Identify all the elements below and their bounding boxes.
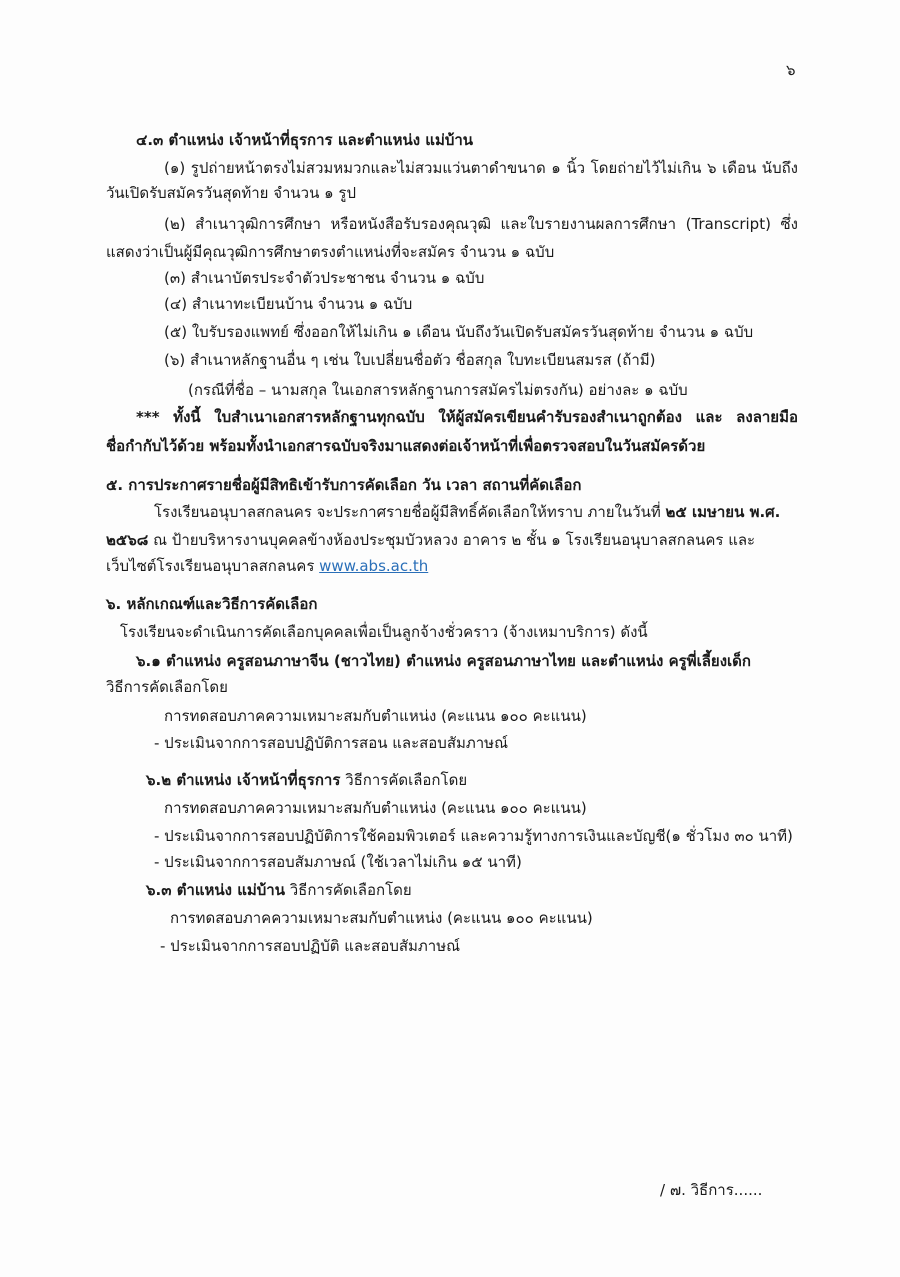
position-thai-teacher: ตำแหน่ง ครูสอนภาษาไทย: [400, 652, 582, 670]
position-childcare: และตำแหน่ง ครูพี่เลี้ยงเด็ก: [581, 652, 751, 670]
announcement-line-1: [154, 502, 780, 522]
doc-item-5: (๕) ใบรับรองแพทย์ ซึ่งออกให้ไม่เกิน ๑ เดือน นับถึงวันเปิดรับสมัครวันสุดท้าย จำนวน ๑ ฉบับ: [164, 323, 754, 341]
doc-item-6-note: (กรณีที่ชื่อ – นามสกุล ในเอกสารหลักฐานการสมัครไม่ตรงกัน) อย่างละ ๑ ฉบับ: [188, 381, 688, 399]
section-6-2-test: การทดสอบภาคความเหมาะสมกับตำแหน่ง (คะแนน ๑๐๐ คะแนน): [164, 799, 587, 817]
section-6-2-heading: [146, 770, 467, 790]
notice-line-2: ชื่อกำกับไว้ด้วย พร้อมทั้งนำเอกสารฉบับจริงมาแสดงต่อเจ้าหน้าที่เพื่อตรวจสอบในวันสมัครด้วย: [106, 437, 706, 455]
section-6-3-heading: [146, 880, 412, 900]
website-label: เว็บไซต์โรงเรียนอนุบาลสกลนคร: [106, 557, 320, 575]
announcement-date: ๒๕ เมษายน พ.ศ.: [665, 503, 781, 521]
position-housekeeper: ๖.๓ ตำแหน่ง แม่บ้าน: [146, 881, 285, 899]
section-6-2-eval-1: - ประเมินจากการสอบปฏิบัติการใช้คอมพิวเตอร์ และความรู้ทางการเงินและบัญชี(๑ ชั่วโมง ๓๐ นาที): [154, 827, 793, 845]
section-6-1-test: การทดสอบภาคความเหมาะสมกับตำแหน่ง (คะแนน ๑๐๐ คะแนน): [164, 707, 587, 725]
page-number: ๖: [786, 61, 796, 79]
notice-line-1: *** ทั้งนี้ ใบสำเนาเอกสารหลักฐานทุกฉบับ ให้ผู้สมัครเขียนคำรับรองสำเนาถูกต้อง และ ลงลายมือ: [136, 408, 798, 426]
section-6-3-eval: - ประเมินจากการสอบปฏิบัติ และสอบสัมภาษณ์: [160, 937, 461, 955]
doc-item-1-line-2: วันเปิดรับสมัครวันสุดท้าย จำนวน ๑ รูป: [106, 184, 356, 202]
announcement-text: โรงเรียนอนุบาลสกลนคร จะประกาศรายชื่อผู้มีสิทธิ์คัดเลือกให้ทราบ ภายในวันที่: [154, 503, 666, 521]
doc-item-3: (๓) สำเนาบัตรประจำตัวประชาชน จำนวน ๑ ฉบับ: [164, 269, 485, 287]
doc-item-2-line-1: (๒) สำเนาวุฒิการศึกษา หรือหนังสือรับรองคุณวุฒิ และใบรายงานผลการศึกษา (Transcript) ซึ่ง: [164, 215, 798, 233]
section-6-intro: โรงเรียนจะดำเนินการคัดเลือกบุคคลเพื่อเป็นลูกจ้างชั่วคราว (จ้างเหมาบริการ) ดังนี้: [120, 623, 648, 641]
section-6-3-test: การทดสอบภาคความเหมาะสมกับตำแหน่ง (คะแนน ๑๐๐ คะแนน): [170, 909, 593, 927]
announcement-location: ณ ป้ายบริหารงานบุคคลข้างห้องประชุมบัวหลวง อาคาร ๒ ชั้น ๑ โรงเรียนอนุบาลสกลนคร และ: [148, 531, 756, 549]
section-5-heading: ๕. การประกาศรายชื่อผู้มีสิทธิเข้ารับการคัดเลือก วัน เวลา สถานที่คัดเลือก: [106, 476, 582, 494]
doc-item-2-line-2: แสดงว่าเป็นผู้มีคุณวุฒิการศึกษาตรงตำแหน่งที่จะสมัคร จำนวน ๑ ฉบับ: [106, 243, 555, 261]
section-6-1-method: วิธีการคัดเลือกโดย: [106, 678, 228, 696]
doc-item-1-line-1: (๑) รูปถ่ายหน้าตรงไม่สวมหมวกและไม่สวมแว่นตาดำขนาด ๑ นิ้ว โดยถ่ายไว้ไม่เกิน ๖ เดือน นับถึง: [164, 159, 798, 177]
announcement-line-2: [106, 530, 755, 550]
continuation-note: / ๗. วิธีการ......: [660, 1181, 763, 1199]
position-admin-officer: ๖.๒ ตำแหน่ง เจ้าหน้าที่ธุรการ: [146, 771, 341, 789]
announcement-year: ๒๕๖๘: [106, 531, 149, 549]
section-6-3-method: วิธีการคัดเลือกโดย: [284, 881, 412, 899]
section-4-3-heading: ๔.๓ ตำแหน่ง เจ้าหน้าที่ธุรการ และตำแหน่ง แม่บ้าน: [136, 131, 474, 149]
doc-item-4: (๔) สำเนาทะเบียนบ้าน จำนวน ๑ ฉบับ: [164, 295, 413, 313]
section-6-heading: ๖. หลักเกณฑ์และวิธีการคัดเลือก: [106, 595, 318, 613]
announcement-line-3: [106, 556, 428, 576]
website-link[interactable]: www.abs.ac.th: [319, 557, 429, 575]
section-6-1-heading: [136, 651, 751, 671]
doc-item-6: (๖) สำเนาหลักฐานอื่น ๆ เช่น ใบเปลี่ยนชื่อตัว ชื่อสกุล ใบทะเบียนสมรส (ถ้ามี): [164, 351, 656, 369]
position-chinese-teacher: ๖.๑ ตำแหน่ง ครูสอนภาษาจีน (ชาวไทย): [136, 652, 401, 670]
section-6-1-eval: - ประเมินจากการสอบปฏิบัติการสอน และสอบสัมภาษณ์: [154, 734, 508, 752]
section-6-2-eval-2: - ประเมินจากการสอบสัมภาษณ์ (ใช้เวลาไม่เกิน ๑๕ นาที): [154, 853, 522, 871]
section-6-2-method: วิธีการคัดเลือกโดย: [340, 771, 468, 789]
